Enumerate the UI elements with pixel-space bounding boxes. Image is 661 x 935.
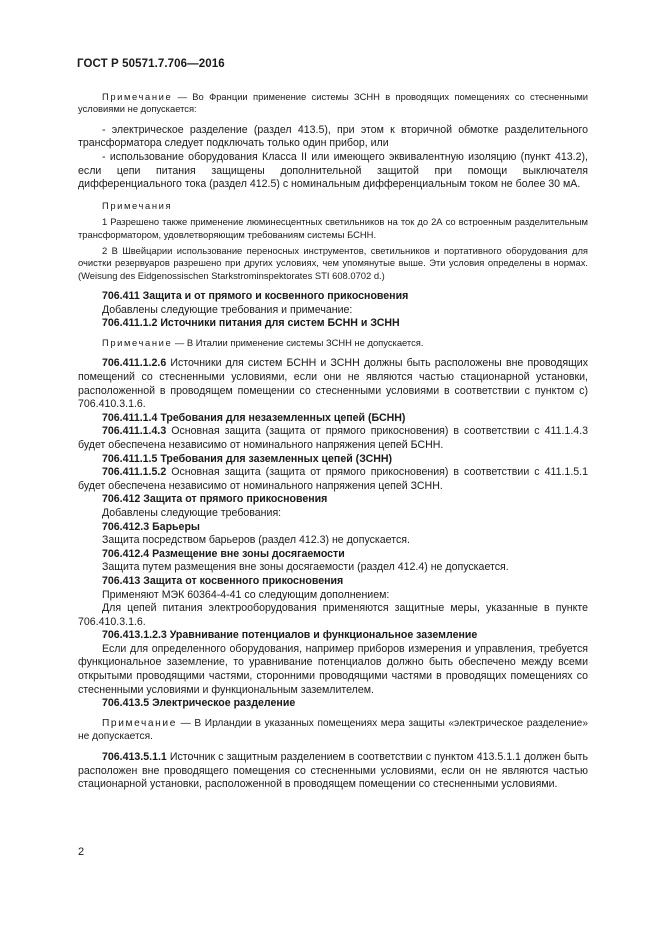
clause-number: 706.411.1.4.3	[102, 425, 167, 438]
note-label: Примечание	[102, 91, 173, 102]
text-iec-reference: Применяют МЭК 60364-4-41 со следующим дополнением:	[102, 588, 390, 601]
section-706-413-5: 706.413.5 Электрическое разделение	[102, 697, 296, 710]
document-body	[78, 91, 588, 792]
text-equipotential: Если для определенного оборудования, например приборов измерения и управления, требуется функциональное заземление, то уравнивание потенциалов должно быть обеспечено между всеми открытыми проводящими частями, сторонними проводящими частями в проводящих помещениях со стесненными условиями и функциональным заземлителем.	[78, 642, 588, 696]
text-added-requirements: Добавлены следующие требования:	[102, 506, 282, 519]
clause-number: 706.411.1.2.6	[102, 357, 167, 370]
section-706-413: 706.413 Защита от косвенного прикосновения	[102, 574, 344, 587]
note-1: 1 Разрешено также применение люминесцентных светильников на ток до 2А со встроенным разделительным трансформатором, удовлетворяющим требованиям системы БСНН.	[78, 216, 588, 240]
text-added-requirements-note: Добавлены следующие требования и примечание:	[102, 303, 353, 316]
section-706-411-1-5: 706.411.1.5 Требования для заземленных цепей (ЗСНН)	[102, 452, 393, 465]
note-italy	[78, 337, 588, 349]
note-2: 2 В Швейцарии использование переносных инструментов, светильников и портативного оборудования для очистки резервуаров разрешено при других условиях, чем упомянутые выше. Эти условия определены в нормах. (Weisung des Eidgenossischen Starkstrominspektorates STI 608.0702 d.)	[78, 245, 588, 281]
notes-heading: Примечания	[102, 199, 173, 211]
section-706-412: 706.412 Защита от прямого прикосновения	[102, 493, 328, 506]
clause-706-411-1-5-2	[78, 466, 588, 493]
note-text: — В Ирландии в указанных помещениях мера защиты «электрическое разделение» не допускается.	[78, 717, 588, 743]
note-label: Примечание	[102, 337, 173, 348]
clause-text: Источники для систем БСНН и ЗСНН должны быть расположены вне проводящих помещений со стесненными условиями, если они не являются частью стационарной установки, расположенной в проводящем помещении со стесненными условиями в соответствии с пунктом с) 706.410.3.1.6.	[78, 357, 588, 411]
clause-706-411-1-2-6	[78, 357, 588, 411]
section-706-412-4: 706.412.4 Размещение вне зоны досягаемости	[102, 547, 345, 560]
clause-number: 706.411.1.5.2	[102, 466, 167, 479]
section-706-413-1-2-3: 706.413.1.2.3 Уравнивание потенциалов и функциональное заземление	[102, 629, 478, 642]
note-text: — В Италии применение системы ЗСНН не допускается.	[172, 337, 424, 348]
clause-text: Источник с защитным разделением в соответствии с пунктом 413.5.1.1 должен быть расположен вне проводящего помещения со стесненными условиями, если он не являются частью стационарной установки, расположенной в проводящем помещении со стесненными условиями.	[78, 751, 588, 791]
note-text: — Во Франции применение системы ЗСНН в проводящих помещениях со стесненными условиями не допускается:	[78, 91, 588, 115]
text-out-of-reach: Защита путем размещения вне зоны досягаемости (раздел 412.4) не допускается.	[102, 561, 509, 574]
list-item-separation: - электрическое разделение (раздел 413.5), при этом к вторичной обмотке разделительного трансформатора следует подключать только один прибор, или	[78, 123, 588, 150]
note-label: Примечание	[102, 717, 177, 729]
note-france	[78, 91, 588, 116]
section-706-411-1-4: 706.411.1.4 Требования для незаземленных цепей (БСНН)	[102, 411, 406, 424]
clause-number: 706.413.5.1.1	[102, 751, 167, 764]
section-706-412-3: 706.412.3 Барьеры	[102, 520, 200, 533]
section-706-411: 706.411 Защита и от прямого и косвенного прикосновения	[102, 290, 409, 303]
note-ireland	[78, 717, 588, 743]
standard-header: ГОСТ Р 50571.7.706—2016	[77, 58, 225, 70]
text-barriers: Защита посредством барьеров (раздел 412.3) не допускается.	[102, 534, 410, 547]
text-protective-measures: Для цепей питания электрооборудования применяются защитные меры, указанные в пункте 706.410.3.1.6.	[78, 602, 588, 628]
list-item-class-ii: - использование оборудования Класса II или имеющего эквивалентную изоляцию (пункт 413.2), если цепи питания защищены дополнительной защитой при помощи выключателя дифференциального тока (раздел 412.5) с номинальным дифференциальным током не более 30 мА.	[78, 151, 588, 191]
section-706-411-1-2: 706.411.1.2 Источники питания для систем БСНН и ЗСНН	[102, 317, 400, 330]
clause-text: Основная защита (защита от прямого прикосновения) в соответствии с 411.1.5.1 будет обеспечена независимо от номинального напряжения цепей ЗСНН.	[78, 466, 588, 492]
clause-706-413-5-1-1	[78, 751, 588, 792]
clause-706-411-1-4-3	[78, 425, 588, 452]
page-number: 2	[78, 846, 85, 858]
clause-text: Основная защита (защита от прямого прикосновения) в соответствии с 411.1.4.3 будет обеспечена независимо от номинального напряжения цепей БСНН.	[78, 425, 588, 451]
